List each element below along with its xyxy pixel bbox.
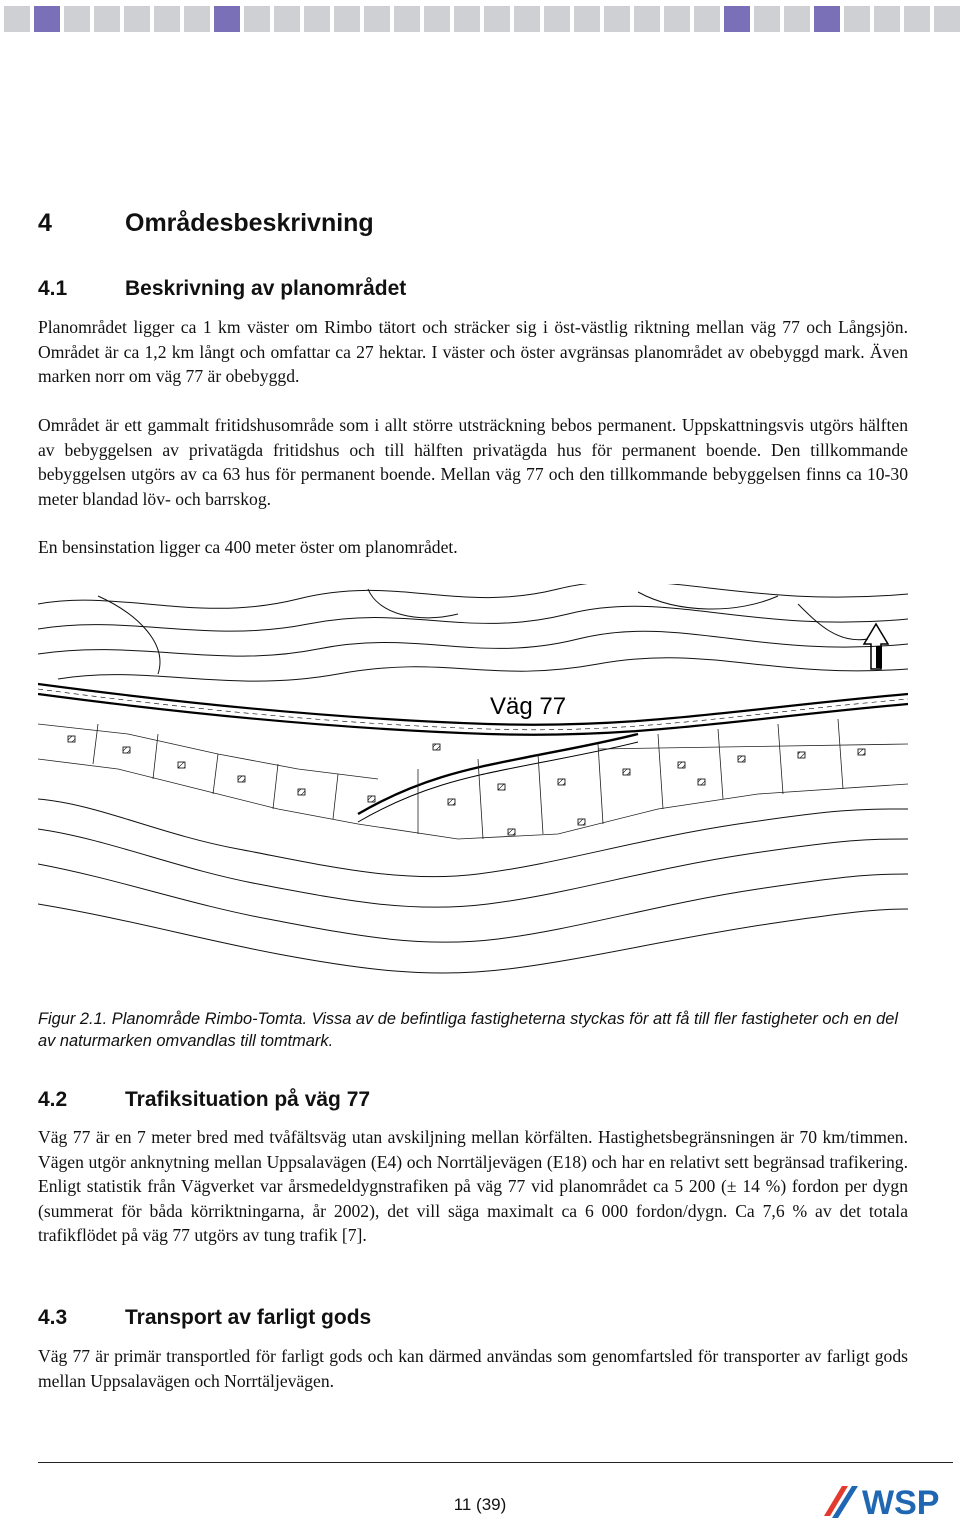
paragraph-traffic: Väg 77 är en 7 meter bred med tvåfältsväg utan avskiljning mellan körfälten. Hastighetsbegränsningen är 70 km/timmen. Vägen utgör anknytning mellan Uppsalavägen (E4) och Norrtäljevägen (E18) och har en relativt sett begränsad trafikering. Enligt statistik från Vägverket var årsmedeldygnstrafiken på väg 77 vid planområdet ca 5 200 (± 14 %) fordon per dygn (summerat för båda körriktningarna, år 2002), det vill säga maximalt ca 6 000 fordon/dygn. Ca 7,6 % av det totala trafikflödet på väg 77 utgörs av tung trafik [7]. [38,1127,908,1245]
footer-divider [38,1462,953,1463]
wsp-logo-text: WSP [862,1484,940,1522]
shoreline-contours [38,799,908,973]
subsection-title: Beskrivning av planområdet [125,277,407,300]
subsection-number: 4.2 [38,1088,68,1111]
header-deco-square [154,6,180,32]
section-number: 4 [38,209,52,237]
header-deco-square [604,6,630,32]
header-deco-square [304,6,330,32]
header-deco-square [544,6,570,32]
subsection-number: 4.1 [38,277,68,300]
paragraph-location: Planområdet ligger ca 1 km väster om Rimbo tätort och sträcker sig i öst-västlig riktning mellan väg 77 och Långsjön. Området är ca 1,2 km långt och omfattar ca 27 hektar. I väster och öster avgränsas planområdet av obebyggd mark. Även marken norr om väg 77 är obebyggd. [38,317,908,386]
header-deco-square [664,6,690,32]
header-deco-square [844,6,870,32]
header-deco-square [454,6,480,32]
header-deco-square [724,6,750,32]
map-road-label: Väg 77 [490,693,567,720]
header-deco-square [694,6,720,32]
header-deco-square [754,6,780,32]
header-deco-square [814,6,840,32]
header-deco-square [124,6,150,32]
subsection-title: Trafiksituation på väg 77 [125,1088,371,1111]
subsection-number: 4.3 [38,1306,68,1329]
header-deco-square [214,6,240,32]
local-road [358,734,638,822]
property-boundaries [38,719,908,839]
page-number: 11 (39) [453,1495,507,1514]
header-deco-square [274,6,300,32]
header-deco-square [334,6,360,32]
houses [68,736,865,835]
header-deco-square [424,6,450,32]
header-deco-square [874,6,900,32]
header-deco-square [784,6,810,32]
header-deco-square [514,6,540,32]
header-deco-square [94,6,120,32]
header-deco-square [64,6,90,32]
paragraph-gas-station: En bensinstation ligger ca 400 meter öster om planområdet. [38,537,458,557]
header-deco-square [904,6,930,32]
header-deco-square [244,6,270,32]
header-deco-square [484,6,510,32]
header-decoration-bar [0,6,960,32]
paragraph-dangerous-goods: Väg 77 är primär transportled för farligt gods och kan därmed användas som genomfartsled för transporter av farligt gods mellan Uppsalavägen och Norrtäljevägen. [38,1346,908,1391]
header-deco-square [634,6,660,32]
header-deco-square [34,6,60,32]
contour-lines [38,584,908,681]
paragraph-settlement: Området är ett gammalt fritidshusområde som i allt större utsträckning bebos permanent. Uppskattningsvis utgörs hälften av bebyggelsen av privatägda fritidshus och till hälften privatägda hus för permanent boende. Den tillkommande bebyggelsen utgörs av ca 63 hus för permanent boende. Mellan väg 77 och den tillkommande bebyggelsen finns ca 10-30 meter blandad löv- och barrskog. [38,415,908,509]
header-deco-square [4,6,30,32]
header-deco-square [934,6,960,32]
wsp-logo [822,1478,956,1524]
subsection-title: Transport av farligt gods [125,1306,372,1329]
header-deco-square [574,6,600,32]
figure-caption: Figur 2.1. Planområde Rimbo-Tomta. Vissa av de befintliga fastigheterna styckas för att få till fler fastigheter och en del av naturmarken omvandlas till tomtmark. [38,1010,899,1050]
header-deco-square [364,6,390,32]
header-deco-square [184,6,210,32]
road-vag-77 [38,684,908,735]
header-deco-square [394,6,420,32]
plan-area-map [38,584,908,996]
section-title: Områdesbeskrivning [125,209,374,237]
